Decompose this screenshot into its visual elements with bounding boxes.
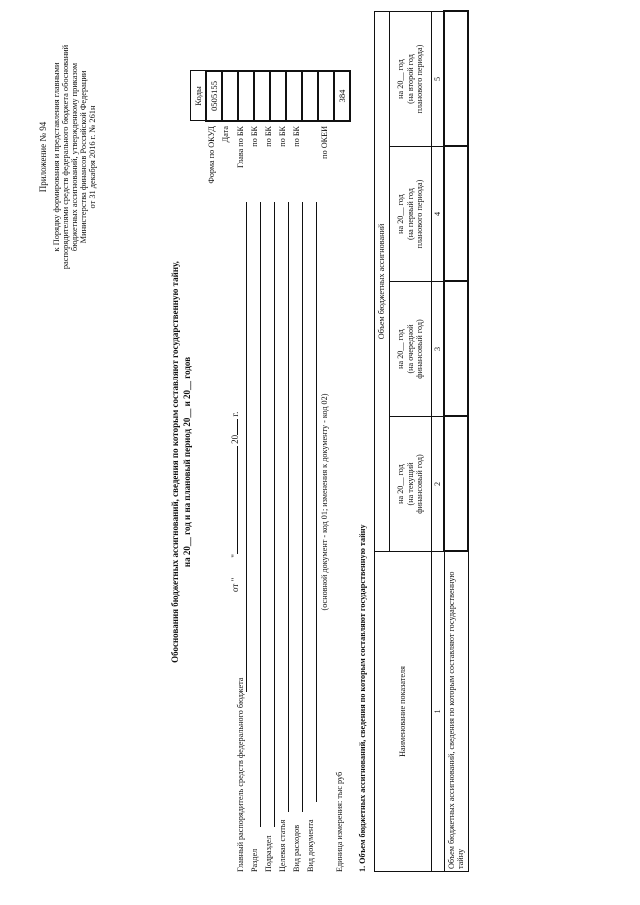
col-header-year-current <box>390 417 432 552</box>
col-header-year-plan1 <box>390 147 432 282</box>
field-label-vid-doc: Вид документа <box>306 819 315 872</box>
appendix-line: от 31 декабря 2016 г. № 261н <box>88 105 97 209</box>
field-label-podrazdel: Подраздел <box>264 835 273 872</box>
appendix-line: распорядителями средств федерального бюджета обоснований <box>61 44 70 270</box>
col-header-volume: Объем бюджетных ассигнований <box>375 11 390 551</box>
col-header-line: на 20__ год <box>396 194 406 234</box>
date-line <box>230 412 240 592</box>
value-cell-plan1[interactable] <box>444 147 468 282</box>
razdel-code[interactable] <box>254 71 270 121</box>
rotated-form-sheet <box>20 22 620 882</box>
date-quote: " <box>230 554 240 558</box>
appendix-line: бюджетных ассигнований, утвержденному приказом <box>70 62 79 252</box>
bk-label: по БК <box>278 126 287 147</box>
col-header-line: на 20__ год <box>396 329 406 369</box>
codes-table <box>190 70 351 122</box>
vid-doc-code[interactable] <box>318 71 334 121</box>
col-header-line: планового периода) <box>415 179 425 249</box>
col-header-line: финансовый год) <box>415 319 425 379</box>
section-title: 1. Объем бюджетных ассигнований, сведения по которым составляют государственную тайну <box>358 524 367 872</box>
date-g: г. <box>230 411 240 417</box>
col-number: 2 <box>432 417 445 552</box>
field-label-grbs: Главный распорядитель средств федерального бюджета <box>236 677 245 872</box>
okud-code: 0505155 <box>206 71 222 121</box>
col-header-line: (на текущий <box>405 462 415 506</box>
bk-label: по БК <box>250 126 259 147</box>
bk-label: по БК <box>264 126 273 147</box>
date-from: от " <box>230 577 240 592</box>
field-line-podrazdel[interactable] <box>274 202 275 827</box>
field-label-tselevaya: Целевая статья <box>278 819 287 872</box>
field-label-razdel: Раздел <box>250 848 259 872</box>
date-code[interactable] <box>222 71 238 121</box>
field-line-vid-doc[interactable] <box>316 202 317 802</box>
field-line-grbs[interactable] <box>246 202 247 692</box>
date-label: Дата <box>221 126 230 143</box>
appendix-line: к Порядку формирования и представления главными <box>52 62 61 252</box>
col-number: 4 <box>432 147 445 282</box>
appendix-title: Приложение № 94 <box>38 121 48 193</box>
col-header-line: планового периода) <box>415 44 425 114</box>
field-line-tselevaya[interactable] <box>288 202 289 812</box>
field-line-razdel[interactable] <box>260 202 261 827</box>
document-title-line2: на 20__ год и на плановый период 20__ и 20__ годов <box>182 356 192 568</box>
doc-type-note: (основной документ - код 01; изменения к документу - код 02) <box>320 393 329 611</box>
podrazdel-code[interactable] <box>270 71 286 121</box>
col-header-line: на 20__ год <box>396 464 406 504</box>
date-year: 20 <box>230 434 240 444</box>
col-number: 5 <box>432 11 445 146</box>
field-line-vid-rashodov[interactable] <box>302 202 303 812</box>
appendix-block <box>38 32 97 282</box>
col-header-line: (на очередной <box>405 324 415 374</box>
tselevaya-code[interactable] <box>286 71 302 121</box>
col-header-line: финансовый год) <box>415 454 425 514</box>
glava-label: Глава по БК <box>236 126 245 168</box>
col-number: 3 <box>432 282 445 417</box>
vid-rashodov-code[interactable] <box>302 71 318 121</box>
col-header-line: (на второй год <box>405 54 415 104</box>
appendix-line: Министерства финансов Российской Федерации <box>79 70 88 244</box>
budget-table <box>374 10 469 872</box>
field-label-vid-rashodov: Вид расходов <box>292 824 301 872</box>
codes-header: Коды <box>191 71 207 121</box>
col-header-year-plan2 <box>390 11 432 146</box>
document-title-line1: Обоснования бюджетных ассигнований, сведения по которым составляют государственную тайну, <box>170 261 180 663</box>
col-header-line: на 20__ год <box>396 59 406 99</box>
col-number: 1 <box>432 552 445 872</box>
okud-label: Форма по ОКУД <box>207 126 216 184</box>
value-cell-current[interactable] <box>444 417 468 552</box>
row-label-volume: Объем бюджетных ассигнований, сведения по которым составляют государственную тайну <box>444 552 468 872</box>
value-cell-plan2[interactable] <box>444 11 468 146</box>
col-header-year-next <box>390 282 432 417</box>
bk-label: по БК <box>292 126 301 147</box>
okei-label: по ОКЕИ <box>320 126 329 159</box>
okei-code: 384 <box>334 71 350 121</box>
col-header-line: (на первый год <box>405 188 415 240</box>
value-cell-next[interactable] <box>444 282 468 417</box>
document-title <box>170 242 192 682</box>
unit-label: Единица измерения: тыс руб <box>335 771 344 872</box>
col-header-name: Наименование показателя <box>375 552 432 872</box>
glava-code[interactable] <box>238 71 254 121</box>
